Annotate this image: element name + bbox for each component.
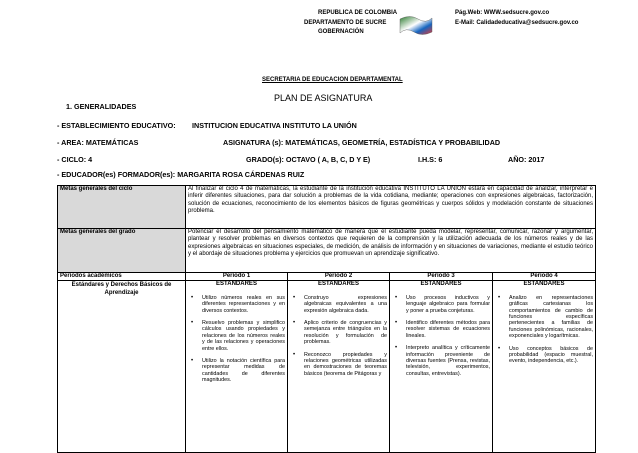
periodo-4-cell bbox=[493, 281, 596, 453]
gobernacion-label: GOBERNACIÓN bbox=[318, 29, 364, 35]
plan-table bbox=[57, 185, 596, 453]
metas-grado-label: Metas generales del grado bbox=[58, 229, 186, 273]
list-item: • Uso conceptos básicos de probabilidad (espacio muestral, evento, independencia, etc.). bbox=[495, 346, 593, 365]
periodo-3-list bbox=[392, 295, 490, 377]
periodo-4-header: Periodo 4 bbox=[493, 273, 596, 281]
ciclo-label: - CICLO: 4 bbox=[57, 155, 93, 164]
anio-value: AÑO: 2017 bbox=[508, 155, 545, 164]
estandares-header: ESTANDARES bbox=[420, 281, 462, 288]
periodo-1-cell bbox=[186, 281, 288, 453]
metas-ciclo-label: Metas generales del ciclo bbox=[58, 186, 186, 229]
estandares-header: ESTANDARES bbox=[318, 281, 359, 288]
list-item: • Reconozco propiedades y relaciones geométricas utilizadas en demostraciones de teoremas básicos (teorema de Pitágoras y bbox=[290, 352, 387, 378]
list-item: • Identifico diferentes métodos para resolver sistemas de ecuaciones lineales. bbox=[392, 320, 490, 339]
estandares-label: Estándares y Derechos Básicos de Aprendizaje bbox=[58, 281, 186, 453]
asignatura-value: ASIGNATURA (s): MATEMÁTICAS, GEOMETRÍA, ESTADÍSTICA Y PROBABILIDAD bbox=[223, 138, 501, 147]
republica-label: REPUBLICA DE COLOMBIA bbox=[318, 10, 398, 16]
secretaria-label: SECRETARIA DE EDUCACION DEPARTAMENTAL bbox=[262, 77, 403, 83]
educador-line: - EDUCADOR(es) FORMADOR(es): MARGARITA ROSA CÁRDENAS RUIZ bbox=[57, 170, 305, 179]
periodo-4-list bbox=[495, 295, 593, 365]
periodo-2-header: Periodo 2 bbox=[288, 273, 390, 281]
list-item: • Aplico criterio de congruencias y semejanza entre triángulos en la resolución y formulación de problemas. bbox=[290, 320, 387, 346]
estandares-header: ESTANDARES bbox=[216, 281, 257, 288]
establecimiento-value: INSTITUCION EDUCATIVA INSTITUTO LA UNIÓN bbox=[192, 121, 357, 130]
periodo-1-header: Periodo 1 bbox=[186, 273, 288, 281]
email-address: E-Mail: Calidadeducativa@sedsucre.gov.co bbox=[455, 20, 579, 26]
departamento-label: DEPARTAMENTO DE SUCRE bbox=[304, 20, 387, 26]
list-item: • Utilizo números reales en sus diferentes representaciones y en diversos contextos. bbox=[188, 295, 285, 314]
list-item: • Construyo expresiones algebraicas equivalentes a una expresión algebraica dada. bbox=[290, 295, 387, 314]
periodo-1-list bbox=[188, 295, 285, 384]
section-heading: 1. GENERALIDADES bbox=[66, 102, 137, 111]
web-address: Pág.Web: WWW.sedsucre.gov.co bbox=[455, 10, 550, 16]
page-title: PLAN DE ASIGNATURA bbox=[274, 93, 373, 103]
periodo-3-cell bbox=[390, 281, 493, 453]
list-item: • Uso procesos inductivos y lenguaje algebraico para formular y poner a prueba conjeturas. bbox=[392, 295, 490, 314]
list-item: • Analizo en representaciones gráficas cartesianas los comportamientos de cambio de funciones específicas pertenecientes a familias de funciones polinómicas, racionales, exponenciales y logarítmicas. bbox=[495, 295, 593, 340]
periodo-2-cell bbox=[288, 281, 390, 453]
list-item: • Interpreto analítica y críticamente información proveniente de diversas fuentes (Prensa, revistas, televisión, experimentos, consultas, entrevistas). bbox=[392, 345, 490, 377]
estandares-header: ESTANDARES bbox=[523, 281, 565, 288]
periodo-2-list bbox=[290, 295, 387, 377]
periodos-label: Periodos académicos bbox=[58, 273, 186, 281]
grado-value: GRADO(s): OCTAVO ( A, B, C, D Y E) bbox=[246, 155, 371, 164]
periodo-3-header: Periodo 3 bbox=[390, 273, 493, 281]
metas-grado-text: Potenciar el desarrollo del pensamiento matemático de manera que el estudiante pueda modelar, representar, comunicar, razonar y argumentar, plantear y resolver problemas en diversos contextos que requieren de la comprensión y la utilización adecuada de los números reales y de las expresiones algebraicas en situaciones especiales, de medición, de análisis de información y en situaciones de variaciones, mediante el estudio teórico y el abordaje de situaciones problema y ejercicios que promuevan un aprendizaje significativo. bbox=[186, 229, 596, 273]
metas-ciclo-text: Al finalizar el ciclo 4 de matemáticas, la estudiante de la institución educativa INSTITUTO LA UNION estará en capacidad de analizar, interpretar e inferir diferentes situaciones, para dar solución a problemas de la vida cotidiana, mediante; operaciones con expresiones algebraicas, factorización, solución de ecuaciones, reconocimiento de los elementos básicos de figuras geométricas y cuerpos sólidos y modelación constante de situaciones problema. bbox=[186, 186, 596, 229]
ihs-value: I.H.S: 6 bbox=[418, 155, 443, 164]
list-item: • Utilizo la notación científica para representar medidas de cantidades de diferentes magnitudes. bbox=[188, 358, 285, 384]
area-label: - AREA: MATEMÁTICAS bbox=[57, 138, 139, 147]
establecimiento-label: - ESTABLECIMIENTO EDUCATIVO: bbox=[57, 121, 176, 130]
sucre-flag-logo bbox=[398, 14, 434, 37]
list-item: • Resuelvo problemas y simplifico cálculos usando propiedades y relaciones de los números reales y de las relaciones y operaciones entre ellos. bbox=[188, 320, 285, 352]
